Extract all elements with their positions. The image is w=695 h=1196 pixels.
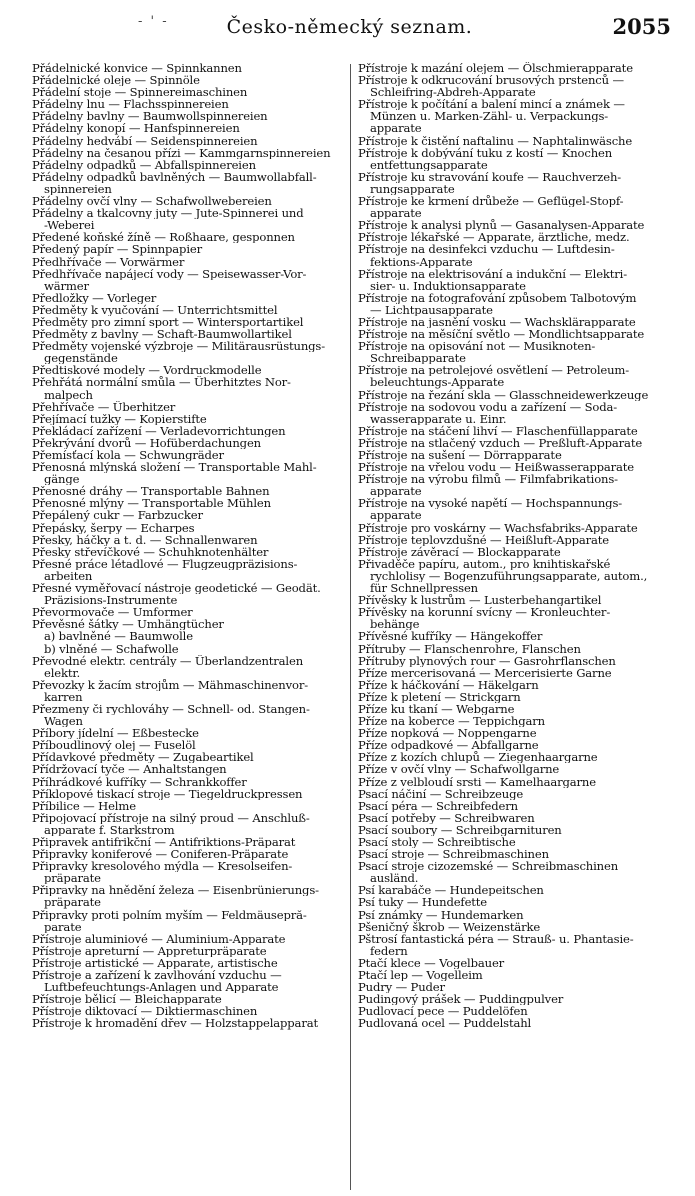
entry-line: Přejímací tužky — Kopierstifte xyxy=(32,412,207,425)
header-marks: - ' - xyxy=(138,14,169,29)
entry-line: Připravky kresolového mýdla — Kresolseifen- xyxy=(32,860,293,873)
entry-continuation: Schleifring-Abdreh-Apparate xyxy=(370,86,536,99)
entry-line: Přístroje lékařské — Apparate, ärztliche, medz. xyxy=(358,231,630,244)
entry-line: Přemísťací kola — Schwungräder xyxy=(32,449,224,462)
entry-continuation: gänge xyxy=(44,473,80,486)
entry-line: Předený papír — Spinnpapier xyxy=(32,243,202,256)
entry-line: Příze k pletení — Strickgarn xyxy=(358,690,521,703)
entry-line: Připravek antifrikční — Antifriktions-Präparat xyxy=(32,836,296,849)
column-divider xyxy=(350,64,351,1190)
entry-line: Převormovače — Umformer xyxy=(32,606,193,619)
entry-line: Předtiskové modely — Vordruckmodelle xyxy=(32,364,262,377)
page-header xyxy=(28,6,671,46)
entry-line: Přivaděče papíru, autom., pro knihtiskařské xyxy=(358,557,611,570)
entry-line: Přístroje teplovzdušné — Heißluft-Apparate xyxy=(358,533,610,546)
entry-line: Přístroje a zařízení k zavlhování vzduchu — xyxy=(32,969,282,982)
left-column xyxy=(32,62,344,1187)
entry-line: Přepásky, šerpy — Echarpes xyxy=(32,521,195,534)
entry-line: Přístroje na opisování not — Musiknoten- xyxy=(358,340,596,353)
entry-continuation: Schreibapparate xyxy=(370,352,466,365)
entry-continuation: Präzisions-Instrumente xyxy=(44,594,178,607)
entry-line: Příze v ovčí vlny — Schafwollgarne xyxy=(358,763,560,776)
entry-line: Přesky střevíčkové — Schuhknotenhälter xyxy=(32,545,269,558)
entry-line: Přístroje bělicí — Bleichapparate xyxy=(32,993,222,1006)
entry-continuation: karren xyxy=(44,690,83,703)
entry-line: Přádelní stoje — Spinnereimaschinen xyxy=(32,86,248,99)
entry-line: Přádelny bavlny — Baumwollspinnereien xyxy=(32,110,268,123)
entry-continuation: fektions-Apparate xyxy=(370,255,473,268)
entry-line: Přádelny a tkalcovny juty — Jute-Spinnerei und xyxy=(32,207,304,220)
entry-line: Překrývání dvorů — Hofüberdachungen xyxy=(32,436,261,449)
entry-line: Přístroje k počítání a balení mincí a známek — xyxy=(358,98,625,111)
entry-line: Přádelny odpadků bavlněných — Baumwollabfall- xyxy=(32,170,317,183)
entry-line: Přístroje k odkrucování brusových prstenců — xyxy=(358,74,624,87)
entry-line: Převodné elektr. centrály — Überlandzentralen xyxy=(32,654,304,667)
entry-line: Příklopové tiskací stroje — Tiegeldruckpressen xyxy=(32,787,303,800)
entry-continuation: präparate xyxy=(44,872,101,885)
entry-line: Psací stroje — Schreibmaschinen xyxy=(358,848,549,861)
entry-continuation: federn xyxy=(370,944,408,957)
entry-continuation: — Lichtpausapparate xyxy=(370,303,493,316)
entry-line: Přístroje diktovací — Diktiermaschinen xyxy=(32,1005,258,1018)
entry-line: Přenosné dráhy — Transportable Bahnen xyxy=(32,485,270,498)
entry-line: Příze mercerisovaná — Mercerisierte Garne xyxy=(358,666,612,679)
entry-line: Přístroje na sušení — Dörrapparate xyxy=(358,449,562,462)
entry-line: Předměty k vyučování — Unterrichtsmittel xyxy=(32,303,278,316)
entry-line: Pudry — Puder xyxy=(358,981,445,994)
entry-line: Psací náčiní — Schreibzeuge xyxy=(358,787,524,800)
entry-line: Příze z kozích chlupů — Ziegenhaargarne xyxy=(358,751,598,764)
entry-continuation: arbeiten xyxy=(44,569,93,583)
entry-continuation: a) bavlněné — Baumwolle xyxy=(44,630,193,643)
entry-continuation: entfettungsapparate xyxy=(370,158,488,171)
entry-line: Překládací zařízení — Verladevorrichtungen xyxy=(32,424,286,437)
entry-continuation: Luftbefeuchtungs-Anlagen und Apparate xyxy=(44,981,279,994)
entry-line: Přístroje artistické — Apparate, artistische xyxy=(32,956,278,970)
entry-line: Přídržovací tyče — Anhaltstangen xyxy=(32,763,227,776)
entry-continuation: beleuchtungs-Apparate xyxy=(370,376,505,389)
entry-line: Připravky koniferové — Coniferen-Präparate xyxy=(32,848,289,861)
entry-line: Pšeničný škrob — Weizenstärke xyxy=(358,920,541,933)
entry-continuation: sier- u. Induktionsapparate xyxy=(370,279,526,292)
entry-continuation: apparate f. Starkstrom xyxy=(44,823,175,836)
entry-continuation: apparate xyxy=(370,485,422,498)
entry-line: Přádelnické oleje — Spinnöle xyxy=(32,74,200,87)
entry-line: Předměty pro zimní sport — Wintersportartikel xyxy=(32,315,304,329)
entry-line: Pudingový prášek — Puddingpulver xyxy=(358,993,564,1006)
entry-line: Příboudlinový olej — Fuselöl xyxy=(32,739,196,752)
entry-line: Předložky — Vorleger xyxy=(32,291,157,304)
entry-continuation: b) vlněné — Schafwolle xyxy=(44,642,179,655)
entry-line: Přádelnické konvice — Spinnkannen xyxy=(32,62,242,75)
entry-line: Přístroje pro voskárny — Wachsfabriks-Apparate xyxy=(358,521,638,534)
entry-line: Příze k háčkování — Häkelgarn xyxy=(358,678,539,691)
entry-line: Příze z velbloudí srsti — Kamelhaargarne xyxy=(358,775,596,788)
entry-line: Přístroje na měsíční světlo — Mondlichtsapparate xyxy=(358,328,645,341)
entry-continuation: spinnereien xyxy=(44,182,112,196)
entry-line: Přístroje na stlačený vzduch — Preßluft-Apparate xyxy=(358,436,643,449)
entry-line: Psací stroje cizozemské — Schreibmaschinen xyxy=(358,860,619,873)
entry-line: Přístroje k čistění naftalinu — Naphtalinwäsche xyxy=(358,134,633,147)
entry-continuation: für Schnellpressen xyxy=(370,582,478,595)
entry-line: Příbilice — Helme xyxy=(32,799,136,812)
entry-line: Přístroje na vysoké napětí — Hochspannungs- xyxy=(358,497,623,510)
entry-line: Připravky proti polním myším — Feldmäusepră- xyxy=(32,908,307,921)
entry-continuation: rungsapparate xyxy=(370,182,455,196)
entry-line: Ptačí lep — Vogelleim xyxy=(358,969,483,982)
entry-line: Přístroje k mazání olejem — Ölschmierapparate xyxy=(358,62,633,75)
entry-line: Přádelny odpadků — Abfallspinnereien xyxy=(32,158,256,171)
entry-line: Přístroje na vřelou vodu — Heißwasserapparate xyxy=(358,461,635,474)
entry-continuation: elektr. xyxy=(44,666,81,679)
entry-line: Přádelny na česanou přízi — Kammgarnspinnereien xyxy=(32,146,331,159)
entry-line: Přístroje k hromadění dřev — Holzstappelapparat xyxy=(32,1017,318,1030)
entry-line: Přenosné mlýny — Transportable Mühlen xyxy=(32,497,271,510)
entry-line: Přítruby plynových rour — Gasrohrflanschen xyxy=(358,654,616,667)
entry-line: Psací potřeby — Schreibwaren xyxy=(358,811,535,824)
entry-continuation: parate xyxy=(44,920,82,933)
entry-line: Převěsné šátky — Umhängtücher xyxy=(32,618,224,631)
entry-line: Přístroje na jasnění vosku — Wachsklärapparate xyxy=(358,315,636,329)
entry-line: Příze odpadkové — Abfallgarne xyxy=(358,739,539,752)
entry-line: Přístroje na sodovou vodu a zařízení — Soda- xyxy=(358,400,618,413)
entry-line: Příbory jídelní — Eßbestecke xyxy=(32,727,199,740)
entry-line: Psací péra — Schreibfedern xyxy=(358,799,518,812)
entry-line: Přístroje apreturní — Appreturpräparate xyxy=(32,944,267,957)
entry-line: Příhrádkové kufříky — Schrankkoffer xyxy=(32,775,247,788)
entry-continuation: wärmer xyxy=(44,279,89,292)
entry-line: Připojovací přístroje na silný proud — Anschluß- xyxy=(32,811,310,824)
entry-line: Přívěsné kufříky — Hängekoffer xyxy=(358,630,543,643)
entry-continuation: apparate xyxy=(370,509,422,522)
entry-continuation: -Weberei xyxy=(44,219,95,232)
page-title: Česko-německý seznam. xyxy=(226,16,473,38)
entry-line: Předměty z bavlny — Schaft-Baumwollartikel xyxy=(32,328,292,341)
entry-continuation: wasserapparate u. Einr. xyxy=(370,412,507,425)
entry-line: Předhřívače napájecí vody — Speisewasser-Vor- xyxy=(32,267,307,280)
entry-continuation: Wagen xyxy=(44,715,83,728)
entry-line: Přístroje závěrací — Blockapparate xyxy=(358,545,561,558)
entry-continuation: ausländ. xyxy=(370,872,419,885)
entry-line: Přístroje na výrobu filmů — Filmfabrikations- xyxy=(358,473,618,486)
entry-line: Psí tuky — Hundefette xyxy=(358,896,488,909)
right-column xyxy=(358,62,670,1187)
entry-line: Přehřívače — Überhitzer xyxy=(32,400,176,413)
entry-line: Přístroje na řezání skla — Glasschneidewerkzeuge xyxy=(358,388,649,401)
entry-line: Přístroje na elektrisování a indukční — Elektri- xyxy=(358,267,628,280)
entry-line: Přístroje na petrolejové osvětlení — Petroleum- xyxy=(358,364,630,377)
entry-line: Přístroje na desinfekci vzduchu — Luftdesin- xyxy=(358,243,615,256)
entry-line: Příze ku tkaní — Webgarne xyxy=(358,702,515,716)
entry-line: Předené koňské žíně — Roßhaare, gesponnen xyxy=(32,231,295,244)
entry-continuation: behänge xyxy=(370,618,420,631)
entry-line: Pštrosí fantastická péra — Strauß- u. Phantasie- xyxy=(358,932,634,945)
entry-line: Převozky k žacím strojům — Mähmaschinenvor- xyxy=(32,678,308,691)
entry-line: Předhřívače — Vorwärmer xyxy=(32,255,185,268)
entry-line: Přádelny konopí — Hanfspinnereien xyxy=(32,122,240,135)
entry-line: Příze nopková — Noppengarne xyxy=(358,727,537,740)
entry-line: Přítruby — Flanschenrohre, Flanschen xyxy=(358,642,581,655)
entry-line: Přesné vyměřovací nástroje geodetické — Geodät. xyxy=(32,582,321,595)
entry-line: Psací stoly — Schreibtische xyxy=(358,836,516,849)
entry-line: Přívěsky na korunní svícny — Kronleuchter- xyxy=(358,606,611,619)
entry-line: Přístroje ke krmení drůbeže — Geflügel-Stopf- xyxy=(358,195,624,208)
entry-line: Přístroje k dobývání tuku z kostí — Knochen xyxy=(358,146,613,159)
entry-line: Pudlovaná ocel — Puddelstahl xyxy=(358,1017,532,1030)
entry-line: Psací soubory — Schreibgarnituren xyxy=(358,823,562,836)
entry-line: Přesné práce létadlové — Flugzeugpräzisions- xyxy=(32,557,298,570)
entry-line: Přístroje na stáčení lihví — Flaschenfüllapparate xyxy=(358,424,638,437)
entry-line: Přístroje k analysi plynů — Gasanalysen-Apparate xyxy=(358,219,645,232)
entry-continuation: Münzen u. Marken-Zähl- u. Verpackungs- xyxy=(370,110,609,123)
entry-continuation: malpech xyxy=(44,388,93,401)
entry-line: Přenosná mlýnská složení — Transportable Mahl- xyxy=(32,461,317,474)
entry-continuation: apparate xyxy=(370,122,422,135)
entry-line: Pudlovací pece — Puddelöfen xyxy=(358,1005,528,1018)
entry-line: Psí známky — Hundemarken xyxy=(358,908,524,921)
entry-line: Předměty vojenské výzbroje — Militärausrüstungs- xyxy=(32,340,325,353)
page-number: 2055 xyxy=(612,14,671,39)
entry-line: Přístroje ku stravování koufe — Rauchverzeh- xyxy=(358,170,622,183)
entry-line: Přezmeny či rychlováhy — Schnell- od. Stangen- xyxy=(32,702,310,716)
entry-continuation: gegenstände xyxy=(44,352,118,365)
entry-line: Přesky, háčky a t. d. — Schnallenwaren xyxy=(32,533,258,546)
entry-line: Ptačí klece — Vogelbauer xyxy=(358,956,505,970)
entry-line: Přepálený cukr — Farbzucker xyxy=(32,509,203,522)
entry-line: Připravky na hnědění železa — Eisenbrünierungs- xyxy=(32,884,319,897)
entry-line: Přehřátá normální smůla — Überhitztes Nor- xyxy=(32,376,291,389)
entry-continuation: apparate xyxy=(370,207,422,220)
entry-line: Přístroje aluminiové — Aluminium-Apparate xyxy=(32,932,286,945)
entry-line: Přístroje na fotografování způsobem Talbotovým xyxy=(358,291,637,304)
entry-line: Psí karabáče — Hundepeitschen xyxy=(358,884,544,897)
entry-continuation: präparate xyxy=(44,896,101,909)
entry-line: Přídavkové předměty — Zugabeartikel xyxy=(32,751,254,764)
entry-continuation: rychlolisy — Bogenzuführungsapparate, autom., xyxy=(370,569,648,583)
entry-line: Přádelny lnu — Flachsspinnereien xyxy=(32,98,229,111)
entry-line: Přádelny ovčí vlny — Schafwollwebereien xyxy=(32,195,272,208)
entry-line: Přívěsky k lustrům — Lusterbehangartikel xyxy=(358,594,602,607)
entry-line: Přádelny hedvábí — Seidenspinnereien xyxy=(32,134,258,147)
entry-line: Příze na koberce — Teppichgarn xyxy=(358,715,545,728)
